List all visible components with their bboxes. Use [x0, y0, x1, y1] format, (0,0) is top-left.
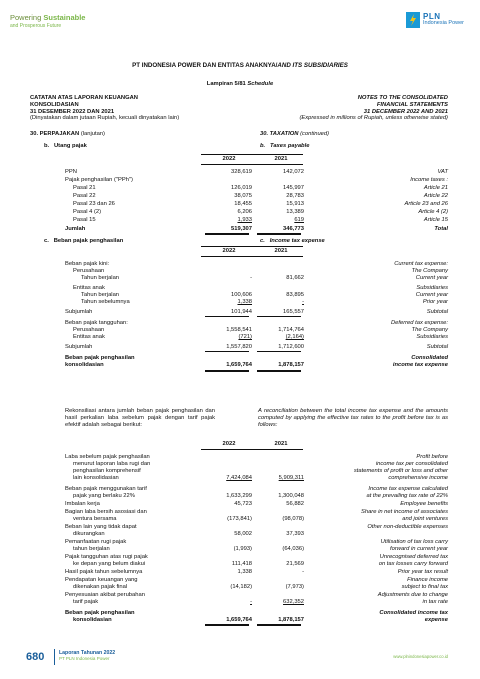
table-row-label: Tahun berjalan — [81, 275, 120, 281]
section-heading-id — [30, 131, 105, 138]
recon-row-label: Beban pajak menggunakan tarif — [65, 486, 147, 492]
table-row-label: Beban pajak tangguhan: — [65, 320, 128, 326]
table-row-label: Pasal 21 — [73, 185, 96, 191]
table-row-label-en: The Company — [411, 268, 448, 274]
tagline — [10, 14, 85, 30]
value-2022: (721) — [238, 334, 252, 340]
recon-row-label-en: at the prevailing tax rate of 22% — [366, 493, 448, 499]
schedule-italic: Schedule — [247, 81, 274, 87]
recon-value-2021: 56,882 — [286, 501, 304, 507]
table-row-label-en: Article 21 — [423, 185, 448, 191]
recon-value-2022: 58,002 — [234, 531, 252, 537]
table-row-label: Entitas anak — [73, 285, 105, 291]
value-2022: 6,206 — [237, 209, 252, 215]
year-2021: 2021 — [274, 156, 288, 162]
header-indonesian — [30, 95, 179, 122]
table-row-label-en: Subsidiaries — [416, 334, 448, 340]
recon-row-label-en: Utilisation of tax loss carry — [380, 539, 448, 545]
table-row-label: Subjumlah — [65, 309, 93, 315]
total-label-line2: konsolidasian — [65, 362, 104, 368]
value-2021: 15,913 — [286, 201, 304, 207]
recon-total-2021: 1,878,157 — [278, 617, 304, 623]
sec-c-letter: c. — [44, 238, 49, 244]
recon-value-2021: - — [302, 569, 304, 575]
value-2021: 13,389 — [286, 209, 304, 215]
header-english — [299, 95, 448, 122]
schedule-ref — [0, 81, 480, 87]
table-row-label-en: Current year — [415, 275, 448, 281]
recon-row-label-en: statements of profit or loss and other — [353, 468, 448, 474]
recon-row-label: Penyesuaian akibat perubahan — [65, 592, 145, 598]
table-row-label: Tahun sebelumnya — [81, 299, 130, 305]
value-2022: 1,557,820 — [226, 344, 252, 350]
recon-row-label-en: Share in net income of associates — [360, 509, 448, 515]
table-row-label-en: Deferred tax expense: — [390, 320, 448, 326]
hdr-id-line4: (Dinyatakan dalam jutaan Rupiah, kecuali dinyatakan lain) — [30, 115, 180, 122]
recon-value-2021: (7,973) — [285, 584, 304, 590]
recon-row-label-en: Unrecognised deferred tax — [379, 554, 448, 560]
sec-b-letter: b. — [44, 143, 50, 149]
table-row-label-en: Current year — [415, 292, 448, 298]
sec-b-letter-en: b. — [260, 143, 266, 149]
recon-row-label: Hasil pajak tahun sebelumnya — [65, 569, 143, 575]
recon-row-label: menurut laporan laba rugi dan — [73, 461, 151, 467]
value-2021: 165,557 — [283, 309, 304, 315]
section-en-cont: (continued) — [300, 131, 330, 137]
table-row-label: Entitas anak — [73, 334, 105, 340]
year-2022: 2022 — [222, 441, 236, 447]
value-2022: 1,338 — [237, 299, 252, 305]
recon-total-label-line1: Beban pajak penghasilan — [65, 610, 135, 616]
year-2022: 2022 — [222, 248, 236, 254]
recon-row-label: Laba sebelum pajak penghasilan — [65, 454, 150, 460]
year-2021: 2021 — [274, 248, 288, 254]
recon-value-2022: 7,424,084 — [226, 475, 252, 481]
hdr-en-line1: NOTES TO THE CONSOLIDATED — [357, 95, 448, 101]
value-2022: 1,558,541 — [226, 327, 252, 333]
total-label: Jumlah — [65, 226, 86, 232]
table-row-label: Pasal 23 dan 26 — [73, 201, 115, 207]
recon-total-label-en-line2: expense — [424, 617, 448, 623]
total-label-en: Total — [434, 226, 448, 232]
recon-value-2022: 111,418 — [231, 561, 252, 567]
sec-b-heading — [44, 143, 87, 150]
value-2022: - — [250, 275, 252, 281]
table-row-label: Pasal 22 — [73, 193, 96, 199]
year-rule — [201, 256, 303, 257]
company-name: PT PLN Indonesia Power — [59, 656, 110, 661]
recon-row-label-en: Finance income — [407, 577, 448, 583]
recon-row-label: tahun berjalan — [73, 546, 110, 552]
value-2021: 1,714,764 — [278, 327, 304, 333]
report-title: Laporan Tahunan 2022 — [59, 650, 116, 656]
recon-row-label: dikenakan pajak final — [73, 584, 128, 590]
recon-row-label: Pendapatan keuangan yang — [65, 577, 138, 583]
recon-row-label: penghasilan komprehensif — [73, 468, 141, 474]
pln-logo-block — [406, 12, 464, 28]
recon-value-2021: 37,393 — [286, 531, 304, 537]
hdr-en-line3: 31 DECEMBER 2022 AND 2021 — [363, 108, 448, 115]
section-id-cont: (lanjutan) — [80, 131, 105, 137]
total-2021: 1,878,157 — [278, 362, 304, 368]
recon-row-label-en: Employee benefits — [400, 501, 448, 507]
value-2022: 328,619 — [231, 169, 252, 175]
value-2021: 619 — [294, 217, 304, 223]
recon-value-2021: 1,300,048 — [278, 493, 304, 499]
year-rule — [201, 164, 303, 165]
page-footer — [0, 644, 480, 679]
sec-b-title: Utang pajak — [54, 143, 87, 149]
recon-value-2022: 1,633,299 — [226, 493, 252, 499]
recon-paragraph-en: A reconciliation between the total income tax expense and the amounts computed by applying the effective tax rates to the profit before tax is as follows: — [258, 408, 448, 428]
recon-row-label: pajak yang berlaku 22% — [73, 493, 135, 499]
recon-value-2022: - — [250, 599, 252, 605]
pln-subsidiary: Indonesia Power — [423, 20, 464, 26]
table-row-label: Pasal 4 (2) — [73, 209, 102, 215]
value-2021: 83,895 — [286, 292, 304, 298]
underline-rule — [257, 316, 301, 317]
table-row-label: Pajak penghasilan ("PPh") — [65, 177, 133, 183]
section-id-label: 30. PERPAJAKAN — [30, 131, 80, 137]
recon-value-2022: (173,841) — [227, 516, 252, 522]
recon-row-label-en: Profit before — [416, 454, 448, 460]
recon-row-label: Beban lain yang tidak dapat — [65, 524, 137, 530]
table-row-label: Perusahaan — [73, 268, 105, 274]
value-2022: 1,933 — [237, 217, 252, 223]
total-2021: 346,773 — [283, 226, 304, 232]
table-row-label-en: VAT — [437, 169, 448, 175]
recon-value-2022: (1,993) — [233, 546, 252, 552]
value-2021: 142,072 — [283, 169, 304, 175]
table-row-label-en: Income taxes : — [410, 177, 448, 183]
table-row-label-en: Article 22 — [423, 193, 448, 199]
recon-total-label-line2: konsolidasian — [73, 617, 112, 623]
sec-c-title-en: Income tax expense — [269, 238, 325, 244]
hdr-id-line3: 31 DESEMBER 2022 DAN 2021 — [30, 108, 115, 115]
table-row-label: Perusahaan — [73, 327, 105, 333]
value-2021: (2,164) — [285, 334, 304, 340]
recon-value-2021: (64,036) — [282, 546, 304, 552]
value-2021: 81,662 — [286, 275, 304, 281]
value-2021: 145,997 — [283, 185, 304, 191]
double-rule — [257, 624, 301, 626]
recon-row-label: Pajak tangguhan atas rugi pajak — [65, 554, 148, 560]
recon-row-label-en: Other non-deductible expenses — [367, 524, 448, 530]
recon-total-label-en-line1: Consolidated income tax — [379, 610, 448, 616]
recon-row-label-en: income tax per consolidated — [375, 461, 448, 467]
section-en-label: 30. TAXATION — [260, 131, 299, 137]
table-row-label-en: Article 4 (2) — [418, 209, 448, 215]
recon-row-label-en: Income tax expense calculated — [368, 486, 448, 492]
value-2022: 18,455 — [234, 201, 252, 207]
sec-b-title-en: Taxes payable — [270, 143, 310, 149]
pln-name: PLN — [423, 12, 441, 21]
recon-row-label: tarif pajak — [73, 599, 99, 605]
underline-rule — [205, 316, 249, 317]
value-2022: 100,606 — [231, 292, 252, 298]
recon-row-label: Pemanfaatan rugi pajak — [65, 539, 127, 545]
table-row-label-en: Subtotal — [426, 309, 448, 315]
recon-value-2022: (14,182) — [230, 584, 252, 590]
year-2021: 2021 — [274, 441, 288, 447]
hdr-id-line1: CATATAN ATAS LAPORAN KEUANGAN — [30, 95, 138, 101]
value-2021: - — [302, 299, 304, 305]
table-row-label: Tahun berjalan — [81, 292, 120, 298]
recon-value-2022: 45,723 — [234, 501, 252, 507]
page-number: 680 — [26, 651, 45, 663]
double-rule — [205, 624, 249, 626]
schedule-main: Lampiran 5/81 — [206, 81, 248, 87]
website-link[interactable]: www.plnindonesiapower.co.id — [393, 654, 448, 659]
recon-row-label: ventura bersama — [73, 516, 117, 522]
total-label-en-line2: income tax expense — [392, 362, 448, 368]
recon-value-2021: 632,352 — [283, 599, 304, 605]
recon-row-label-en: forward in current year — [390, 546, 448, 552]
underline-rule — [257, 351, 301, 352]
table-row-label: Pasal 15 — [73, 217, 96, 223]
recon-row-label: Bagian laba bersih asosiasi dan — [65, 509, 147, 515]
table-row-label-en: Subsidiaries — [416, 285, 448, 291]
footer-divider — [54, 649, 55, 665]
value-2021: 1,712,600 — [278, 344, 304, 350]
total-label-line1: Beban pajak penghasilan — [65, 355, 135, 361]
value-2021: 28,783 — [286, 193, 304, 199]
table-row-label-en: Subtotal — [426, 344, 448, 350]
double-rule — [205, 233, 249, 235]
table-row-label: PPN — [65, 169, 77, 175]
recon-value-2021: 5,909,311 — [278, 475, 304, 481]
recon-value-2022: 1,338 — [237, 569, 252, 575]
hdr-en-line4: (Expressed in millions of Rupiah, unless otherwise stated) — [299, 115, 448, 122]
table-row-label-en: Current tax expense: — [394, 261, 448, 267]
year-2022: 2022 — [222, 156, 236, 162]
pln-logo-icon — [406, 12, 420, 28]
recon-row-label: Imbalan kerja — [65, 501, 100, 507]
hdr-en-line2: FINANCIAL STATEMENTS — [376, 101, 448, 108]
recon-value-2021: (98,078) — [282, 516, 304, 522]
table-row-label-en: Prior year — [422, 299, 448, 305]
sec-c-letter-en: c. — [260, 238, 265, 244]
table-row-label: Subjumlah — [65, 344, 93, 350]
recon-row-label-en: subject to final tax — [401, 584, 448, 590]
year-rule — [201, 449, 303, 450]
recon-paragraph-id: Rekonsiliasi antara jumlah beban pajak penghasilan dan hasil perkalian laba sebelum pajak dengan tarif pajak efektif adalah sebagai berikut: — [65, 408, 215, 428]
value-2022: 126,019 — [231, 185, 252, 191]
recon-row-label-en: comprehensive income — [388, 475, 448, 481]
sec-c-heading-en — [260, 238, 325, 245]
recon-row-label: ke depan yang belum diakui — [73, 561, 146, 567]
recon-total-2022: 1,659,764 — [226, 617, 252, 623]
total-2022: 519,307 — [231, 226, 252, 232]
recon-value-2021: 21,569 — [286, 561, 304, 567]
year-rule — [201, 246, 303, 247]
tagline-line2: and Prosperous Future — [10, 23, 62, 29]
recon-row-label: dikurangkan — [73, 531, 105, 537]
recon-row-label-en: in tax rate — [422, 599, 448, 605]
tagline-part1: Powering — [10, 13, 44, 22]
section-heading-en — [260, 131, 329, 138]
year-rule — [201, 154, 303, 155]
sec-c-heading — [44, 238, 123, 245]
tagline-part2: Sustainable — [43, 13, 86, 22]
total-2022: 1,659,764 — [226, 362, 252, 368]
recon-row-label-en: Prior year tax result — [397, 569, 448, 575]
recon-row-label-en: on tax losses carry forward — [378, 561, 448, 567]
document-title — [0, 62, 480, 69]
sec-c-title: Beban pajak penghasilan — [53, 238, 124, 244]
recon-row-label-en: Adjustments due to change — [377, 592, 448, 598]
sec-b-heading-en — [260, 143, 309, 150]
value-2022: 38,075 — [234, 193, 252, 199]
page-header — [0, 0, 480, 46]
title-italic: AND ITS SUBSIDIARIES — [277, 62, 348, 69]
table-row-label-en: Article 23 and 26 — [404, 201, 448, 207]
recon-row-label-en: and joint ventures — [402, 516, 448, 522]
value-2022: 101,944 — [231, 309, 252, 315]
underline-rule — [205, 351, 249, 352]
double-rule — [257, 233, 301, 235]
table-row-label-en: The Company — [411, 327, 448, 333]
recon-row-label: lain konsolidasian — [73, 475, 119, 481]
double-rule — [257, 370, 301, 372]
table-row-label-en: Article 15 — [423, 217, 448, 223]
table-row-label: Beban pajak kini: — [65, 261, 110, 267]
double-rule — [205, 370, 249, 372]
hdr-id-line2: KONSOLIDASIAN — [30, 101, 79, 108]
title-main: PT INDONESIA POWER DAN ENTITAS ANAKNYA/ — [132, 62, 278, 69]
total-label-en-line1: Consolidated — [411, 355, 448, 361]
